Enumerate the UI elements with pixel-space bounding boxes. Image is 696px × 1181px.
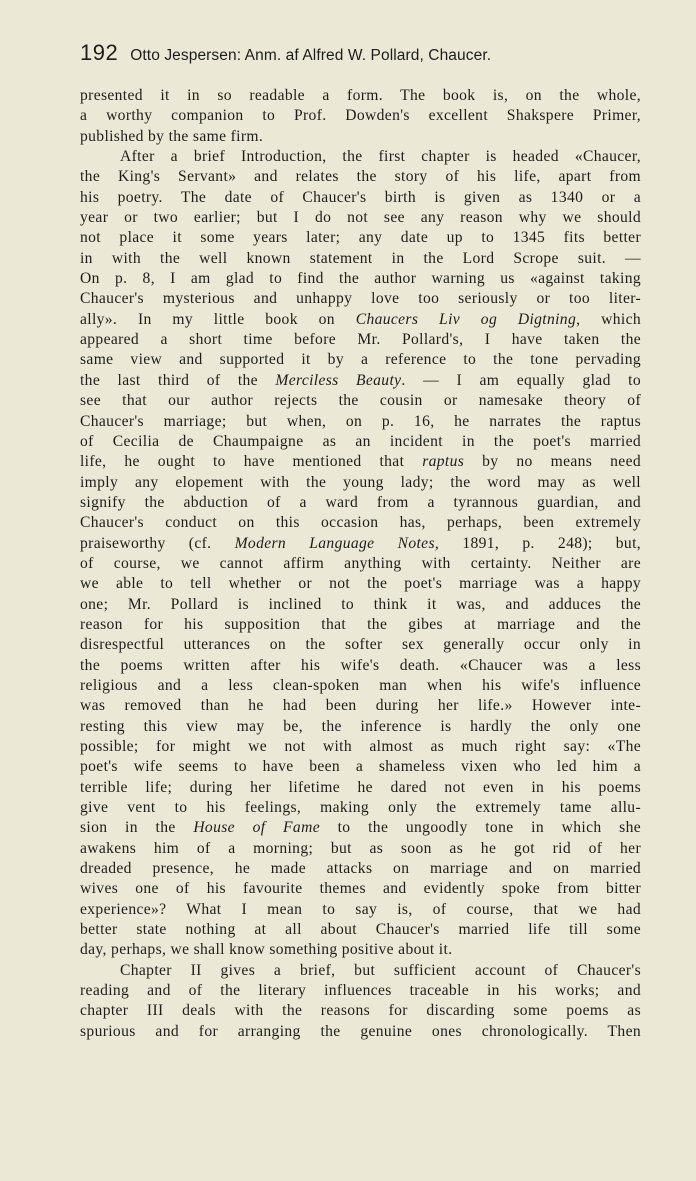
text-line: chapter III deals with the reasons for discarding some poems as (80, 1002, 641, 1020)
text-line: wives one of his favourite themes and evidently spoke from bitter (80, 880, 641, 898)
text-segment: praiseworthy (cf. (80, 534, 235, 552)
text-line: presented it in so readable a form. The book is, on the whole, (80, 87, 641, 104)
text-line (80, 818, 641, 838)
text-line (80, 371, 641, 391)
text-line (80, 310, 641, 330)
text-line: Chaucer's marriage; but when, on p. 16, he narrates the raptus (80, 412, 641, 430)
text-line: one; Mr. Pollard is inclined to think it was, and adduces the (80, 595, 641, 613)
text-line: the King's Servant» and relates the story of his life, apart from (80, 168, 641, 186)
text-line: Chapter II gives a brief, but sufficient account of Chaucer's (120, 961, 641, 979)
text-line: imply any elopement with the young lady; the word may as well (80, 473, 641, 491)
text-line: Chaucer's mysterious and unhappy love too seriously or too liter- (80, 290, 641, 308)
text-line: possible; for might we not with almost as much right say: «The (80, 738, 641, 755)
text-line: in with the well known statement in the Lord Scrope suit. — (80, 249, 641, 267)
text-line: give vent to his feelings, making only the extremely tame allu- (80, 799, 641, 817)
text-segment: to the ungoodly tone in which she (319, 819, 642, 837)
text-line: day, perhaps, we shall know something positive about it. (80, 941, 453, 959)
body-text (80, 86, 641, 1042)
text-line: same view and supported it by a reference to the tone pervading (80, 351, 641, 369)
text-line: religious and a less clean-spoken man when his wife's influence (80, 676, 641, 694)
text-line: awakens him of a morning; but as soon as he got rid of her (80, 839, 641, 857)
text-line: Chaucer's conduct on this occasion has, perhaps, been extremely (80, 514, 641, 532)
text-line: spurious and for arranging the genuine ones chronologically. Then (80, 1022, 641, 1040)
text-line: On p. 8, I am glad to find the author warning us «against taking (80, 270, 641, 288)
text-line: a worthy companion to Prof. Dowden's excellent Shakspere Primer, (80, 107, 641, 125)
page-number: 192 (80, 40, 119, 65)
text-line: After a brief Introduction, the first chapter is headed «Chaucer, (120, 148, 641, 166)
italic-title: Chaucers Liv og Digtning (355, 310, 577, 328)
italic-title: Merciless Beauty (275, 371, 402, 389)
text-line: the poems written after his wife's death. «Chaucer was a less (80, 656, 641, 674)
text-segment: by no means need (464, 453, 641, 471)
text-line: of course, we cannot affirm anything with certainty. Neither are (80, 554, 641, 572)
text-line: resting this view may be, the inference is hardly the only one (80, 717, 641, 735)
text-segment: ally». In my little book on (80, 310, 356, 328)
text-line: reason for his supposition that the gibes at marriage and the (80, 615, 641, 633)
text-line: appeared a short time before Mr. Pollard's, I have taken the (80, 331, 641, 349)
text-segment: sion in the (80, 819, 194, 837)
text-line: not place it some years later; any date up to 1345 fits better (80, 229, 641, 247)
italic-title: House of Fame (193, 819, 320, 837)
text-segment: the last third of the (80, 371, 276, 389)
text-line (80, 534, 641, 554)
text-line: disrespectful utterances on the softer sex generally occur only in (80, 636, 641, 654)
text-segment: . — I am equally glad to (401, 371, 642, 389)
text-line: was removed than he had been during her life.» However inte- (80, 697, 641, 715)
text-line: of Cecilia de Chaumpaigne as an incident in the poet's married (80, 432, 641, 450)
text-line: see that our author rejects the cousin or namesake theory of (80, 392, 641, 410)
text-line: better state nothing at all about Chaucer's married life till some (80, 921, 641, 939)
text-segment: life, he ought to have mentioned that (80, 453, 423, 471)
text-line: his poetry. The date of Chaucer's birth is given as 1340 or a (80, 188, 641, 206)
text-line: signify the abduction of a ward from a tyrannous guardian, and (80, 493, 641, 511)
italic-title: Modern Language Notes (234, 534, 435, 552)
text-line: year or two earlier; but I do not see any reason why we should (80, 209, 641, 227)
text-segment: , which (576, 310, 641, 328)
text-line: terrible life; during her lifetime he dared not even in his poems (80, 778, 641, 796)
text-line: published by the same firm. (80, 127, 264, 145)
running-head (80, 40, 640, 68)
text-line: experience»? What I mean to say is, of course, that we had (80, 900, 641, 918)
text-segment: , 1891, p. 248); but, (434, 534, 641, 552)
italic-title: raptus (422, 453, 465, 471)
running-title: Otto Jespersen: Anm. af Alfred W. Pollard, Chaucer. (130, 47, 492, 64)
text-line: reading and of the literary influences traceable in his works; and (80, 982, 641, 1000)
text-line: dreaded presence, he made attacks on marriage and on married (80, 860, 641, 878)
text-line: poet's wife seems to have been a shameless vixen who led him a (80, 758, 641, 776)
text-line (80, 452, 641, 472)
text-line: we able to tell whether or not the poet's marriage was a happy (80, 575, 641, 593)
